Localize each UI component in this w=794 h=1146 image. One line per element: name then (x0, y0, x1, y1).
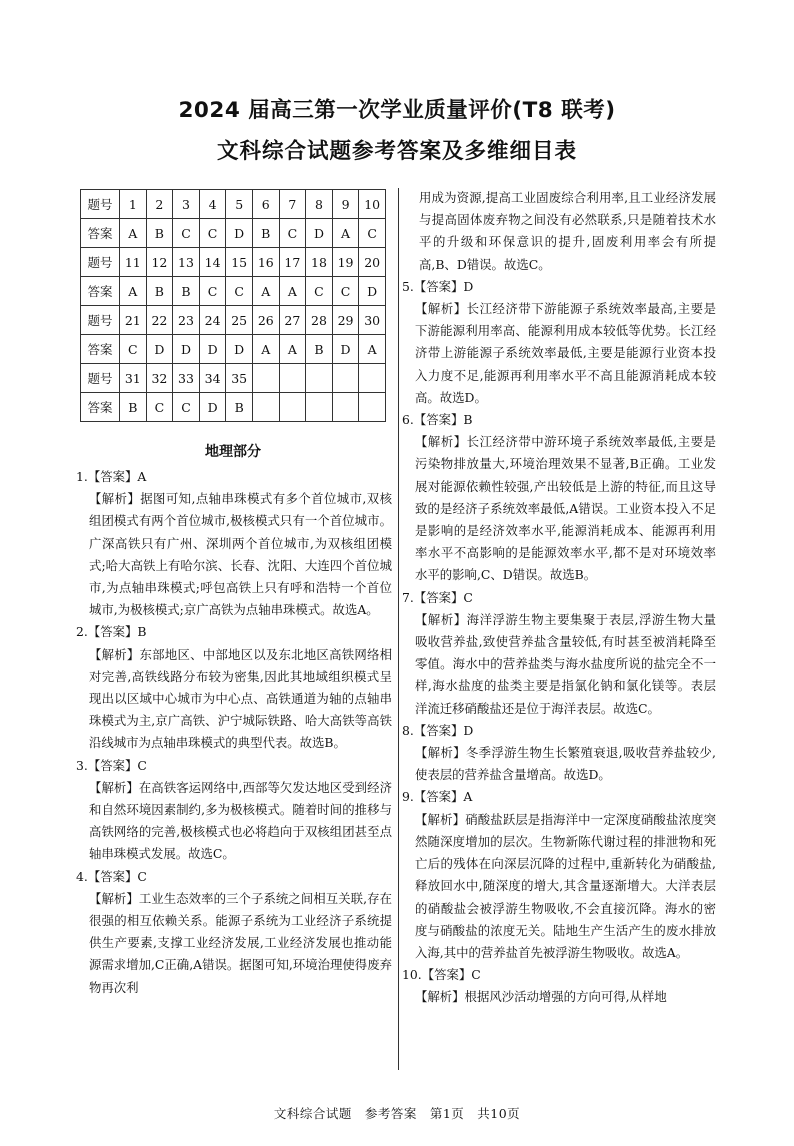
answer-table-row (81, 393, 386, 422)
answer-table-cell: D (332, 335, 359, 364)
answer-table-cell: D (173, 335, 200, 364)
answer-table-cell (252, 393, 279, 422)
answer-table-cell (332, 364, 359, 393)
answer-line: 9.【答案】A (402, 789, 473, 805)
answer-line: 10.【答案】C (402, 967, 481, 983)
answer-line: 6.【答案】B (402, 412, 473, 428)
answer-table-cell: 9 (332, 190, 359, 219)
answer-table-cell: C (173, 219, 200, 248)
answer-table-cell: 5 (226, 190, 253, 219)
answer-line: 3.【答案】C (76, 757, 147, 773)
answer-line: 1.【答案】A (76, 469, 147, 484)
answer-table-cell: C (359, 219, 386, 248)
section-title: 地理部分 (205, 444, 261, 460)
answer-table-cell (306, 393, 333, 422)
answer-table-row (81, 364, 386, 393)
column-divider (398, 188, 399, 1070)
answer-table-cell: 13 (173, 248, 200, 277)
answer-line: 4.【答案】C (76, 868, 147, 884)
explanation-continuation: 用成为资源,提高工业固废综合利用率,且工业经济发展与提高固体废弃物之间没有必然联系,只是随着技术水平的升级和环保意识的提升,固废利用率会有所提高,B、D错误。故选C。 (419, 190, 716, 272)
answer-table-cell: 28 (306, 306, 333, 335)
answer-table-cell: 34 (199, 364, 226, 393)
answer-table-cell (306, 364, 333, 393)
answer-table-cell: A (252, 277, 279, 306)
answer-table-cell: A (120, 219, 147, 248)
answer-table-cell: 32 (146, 364, 173, 393)
answer-table-cell: 17 (279, 248, 306, 277)
answer-table-row-header: 题号 (81, 306, 120, 335)
explanation-text: 【解析】海洋浮游生物主要集聚于表层,浮游生物大量吸收营养盐,致使营养盐含量较低,有时甚至被消耗降至零值。海水中的营养盐类与海水盐度所说的盐完全不一样,海水盐度的盐类主要是指氯化钠和氯化镁等。表层洋流迁移硝酸盐还是位于海洋表层。故选C。 (415, 611, 716, 716)
question-item (76, 755, 392, 866)
answer-table-cell: 26 (252, 306, 279, 335)
answer-table-cell: C (226, 277, 253, 306)
answer-table (80, 189, 386, 422)
answer-table-cell: B (146, 277, 173, 306)
answer-table-row (81, 306, 386, 335)
question-item (76, 466, 392, 621)
answer-table-cell (279, 393, 306, 422)
answer-table-cell: C (199, 277, 226, 306)
answer-table-row-header: 题号 (81, 248, 120, 277)
answer-table-cell: D (306, 219, 333, 248)
right-column (402, 187, 716, 1009)
explanation-text: 【解析】长江经济带下游能源子系统效率最高,主要是下游能源利用率高、能源利用成本较低等优势。长江经济带上游能源子系统效率最低,主要是能源行业资本投入力度不足,能源再利用率水平不高且能源消耗成本较高。故选D。 (415, 301, 716, 405)
answer-table-row-header: 答案 (81, 277, 120, 306)
answer-table-cell: 2 (146, 190, 173, 219)
answer-table-cell: 29 (332, 306, 359, 335)
document-subtitle: 文科综合试题参考答案及多维细目表 (216, 139, 577, 164)
answer-table-cell: A (359, 335, 386, 364)
document-title: 2024 届高三第一次学业质量评价(T8 联考) (178, 98, 616, 123)
question-item (402, 964, 716, 1008)
answer-table-cell: C (332, 277, 359, 306)
answer-table-cell: 21 (120, 306, 147, 335)
answer-table-cell: 30 (359, 306, 386, 335)
answer-table-cell: 19 (332, 248, 359, 277)
answer-table-cell: D (146, 335, 173, 364)
explanation-text: 【解析】长江经济带中游环境子系统效率最低,主要是污染物排放量大,环境治理效果不显著,B正确。工业发展对能源依赖性较强,产出较低是上游的特征,而且这导致的是经济子系统效率最低,A错误。工业资本投入不足是影响的是经济效率水平,能源消耗成本、能源再利用率水平不高影响的是能源效率水平,都不是对环境效率水平的影响,C、D错误。故选B。 (415, 434, 716, 583)
answer-table-row (81, 190, 386, 219)
answer-table-cell (359, 364, 386, 393)
answer-table-cell (279, 364, 306, 393)
answer-table-cell: 10 (359, 190, 386, 219)
page-footer: 文科综合试题 参考答案 第1页 共10页 (273, 1106, 521, 1121)
question-item (402, 587, 716, 720)
question-item (402, 187, 716, 276)
answer-table-cell: 15 (226, 248, 253, 277)
answer-table-cell: 8 (306, 190, 333, 219)
answer-table-row-header: 答案 (81, 393, 120, 422)
answer-table-cell: B (306, 335, 333, 364)
answer-table-cell: B (173, 277, 200, 306)
answer-table-cell: 31 (120, 364, 147, 393)
answer-line: 7.【答案】C (402, 589, 473, 605)
answer-table-cell: C (120, 335, 147, 364)
answer-table-row (81, 219, 386, 248)
answer-table-row-header: 题号 (81, 190, 120, 219)
answer-table-cell: 18 (306, 248, 333, 277)
answer-table-cell: 3 (173, 190, 200, 219)
answer-table-cell: D (226, 219, 253, 248)
answer-table-cell: B (146, 219, 173, 248)
answer-table-cell: B (226, 393, 253, 422)
answer-table-cell: 1 (120, 190, 147, 219)
answer-table-cell (359, 393, 386, 422)
answer-table-cell: 14 (199, 248, 226, 277)
answer-table-cell: A (252, 335, 279, 364)
answer-table-row-header: 题号 (81, 364, 120, 393)
answer-table-cell: D (226, 335, 253, 364)
answer-table-cell: 27 (279, 306, 306, 335)
answer-table-cell: 33 (173, 364, 200, 393)
answer-table-cell: C (173, 393, 200, 422)
answer-table-row-header: 答案 (81, 335, 120, 364)
answer-table-cell: 25 (226, 306, 253, 335)
answer-table-cell: 11 (120, 248, 147, 277)
answer-table-row-header: 答案 (81, 219, 120, 248)
answer-table-cell: 24 (199, 306, 226, 335)
answer-table-cell: 22 (146, 306, 173, 335)
answer-table-cell: 4 (199, 190, 226, 219)
answer-table-cell: B (120, 393, 147, 422)
explanation-text: 【解析】硝酸盐跃层是指海洋中一定深度硝酸盐浓度突然随深度增加的层次。生物新陈代谢过程的排泄物和死亡后的残体在向深层沉降的过程中,重新转化为硝酸盐,释放回水中,随深度的增大,其含量逐渐增大。大洋表层的硝酸盐会被浮游生物吸收,不会直接沉降。海水的密度与硝酸盐的浓度无关。陆地生产生活产生的废水排放入海,其中的营养盐首先被浮游生物吸收。故选A。 (415, 811, 716, 960)
answer-table-cell: A (120, 277, 147, 306)
answer-table-cell: 23 (173, 306, 200, 335)
question-item (76, 621, 392, 754)
left-column (76, 466, 392, 999)
question-item (402, 786, 716, 964)
answer-table-cell: A (279, 335, 306, 364)
answer-table-cell: A (332, 219, 359, 248)
question-item (402, 720, 716, 787)
answer-line: 8.【答案】D (402, 722, 474, 738)
answer-table-cell: B (252, 219, 279, 248)
answer-table-cell: 6 (252, 190, 279, 219)
explanation-text: 【解析】据图可知,点轴串珠模式有多个首位城市,双核组团模式有两个首位城市,极核模式只有一个首位城市。广深高铁只有广州、深圳两个首位城市,为双核组团模式;哈大高铁上有哈尔滨、长春、沈阳、大连四个首位城市,为点轴串珠模式;呼包高铁上只有呼和浩特一个首位城市,为极核模式;京广高铁为点轴串珠模式。故选A。 (89, 491, 392, 618)
explanation-text: 【解析】根据风沙活动增强的方向可得,从样地 (415, 989, 667, 1005)
answer-table-row (81, 335, 386, 364)
answer-table-cell: C (306, 277, 333, 306)
answer-table-cell: D (199, 393, 226, 422)
answer-table-cell (252, 364, 279, 393)
answer-table-cell: D (199, 335, 226, 364)
explanation-text: 【解析】在高铁客运网络中,西部等欠发达地区受到经济和自然环境因素制约,多为极核模式。随着时间的推移与高铁网络的完善,极核模式也必将趋向于双核组团甚至点轴串珠模式发展。故选C。 (89, 779, 392, 862)
answer-table-cell: C (146, 393, 173, 422)
question-item (76, 866, 392, 999)
answer-table-cell: 12 (146, 248, 173, 277)
explanation-text: 【解析】冬季浮游生物生长繁殖衰退,吸收营养盐较少,使表层的营养盐含量增高。故选D。 (415, 745, 716, 783)
answer-table-cell: 7 (279, 190, 306, 219)
answer-table-row (81, 248, 386, 277)
question-item (402, 409, 716, 587)
answer-line: 2.【答案】B (76, 624, 147, 640)
answer-table-cell: D (359, 277, 386, 306)
answer-table-cell: 35 (226, 364, 253, 393)
answer-table-cell: 20 (359, 248, 386, 277)
explanation-text: 【解析】工业生态效率的三个子系统之间相互关联,存在很强的相互依赖关系。能源子系统为工业经济子系统提供生产要素,支撑工业经济发展,工业经济发展也推动能源需求增加,C正确,A错误。据图可知,环境治理使得废弃物再次利 (89, 890, 392, 995)
answer-table-cell (332, 393, 359, 422)
answer-table-cell: A (279, 277, 306, 306)
question-item (402, 276, 716, 409)
answer-table-cell: C (279, 219, 306, 248)
answer-table-cell: 16 (252, 248, 279, 277)
explanation-text: 【解析】东部地区、中部地区以及东北地区高铁网络相对完善,高铁线路分布较为密集,因此其地域组织模式呈现出以区域中心城市为中心点、高铁通道为轴的点轴串珠模式为主,京广高铁、沪宁城际铁路、哈大高铁等高铁沿线城市为点轴串珠模式的典型代表。故选B。 (89, 646, 392, 751)
answer-line: 5.【答案】D (402, 278, 474, 294)
answer-table-row (81, 277, 386, 306)
answer-table-cell: C (199, 219, 226, 248)
